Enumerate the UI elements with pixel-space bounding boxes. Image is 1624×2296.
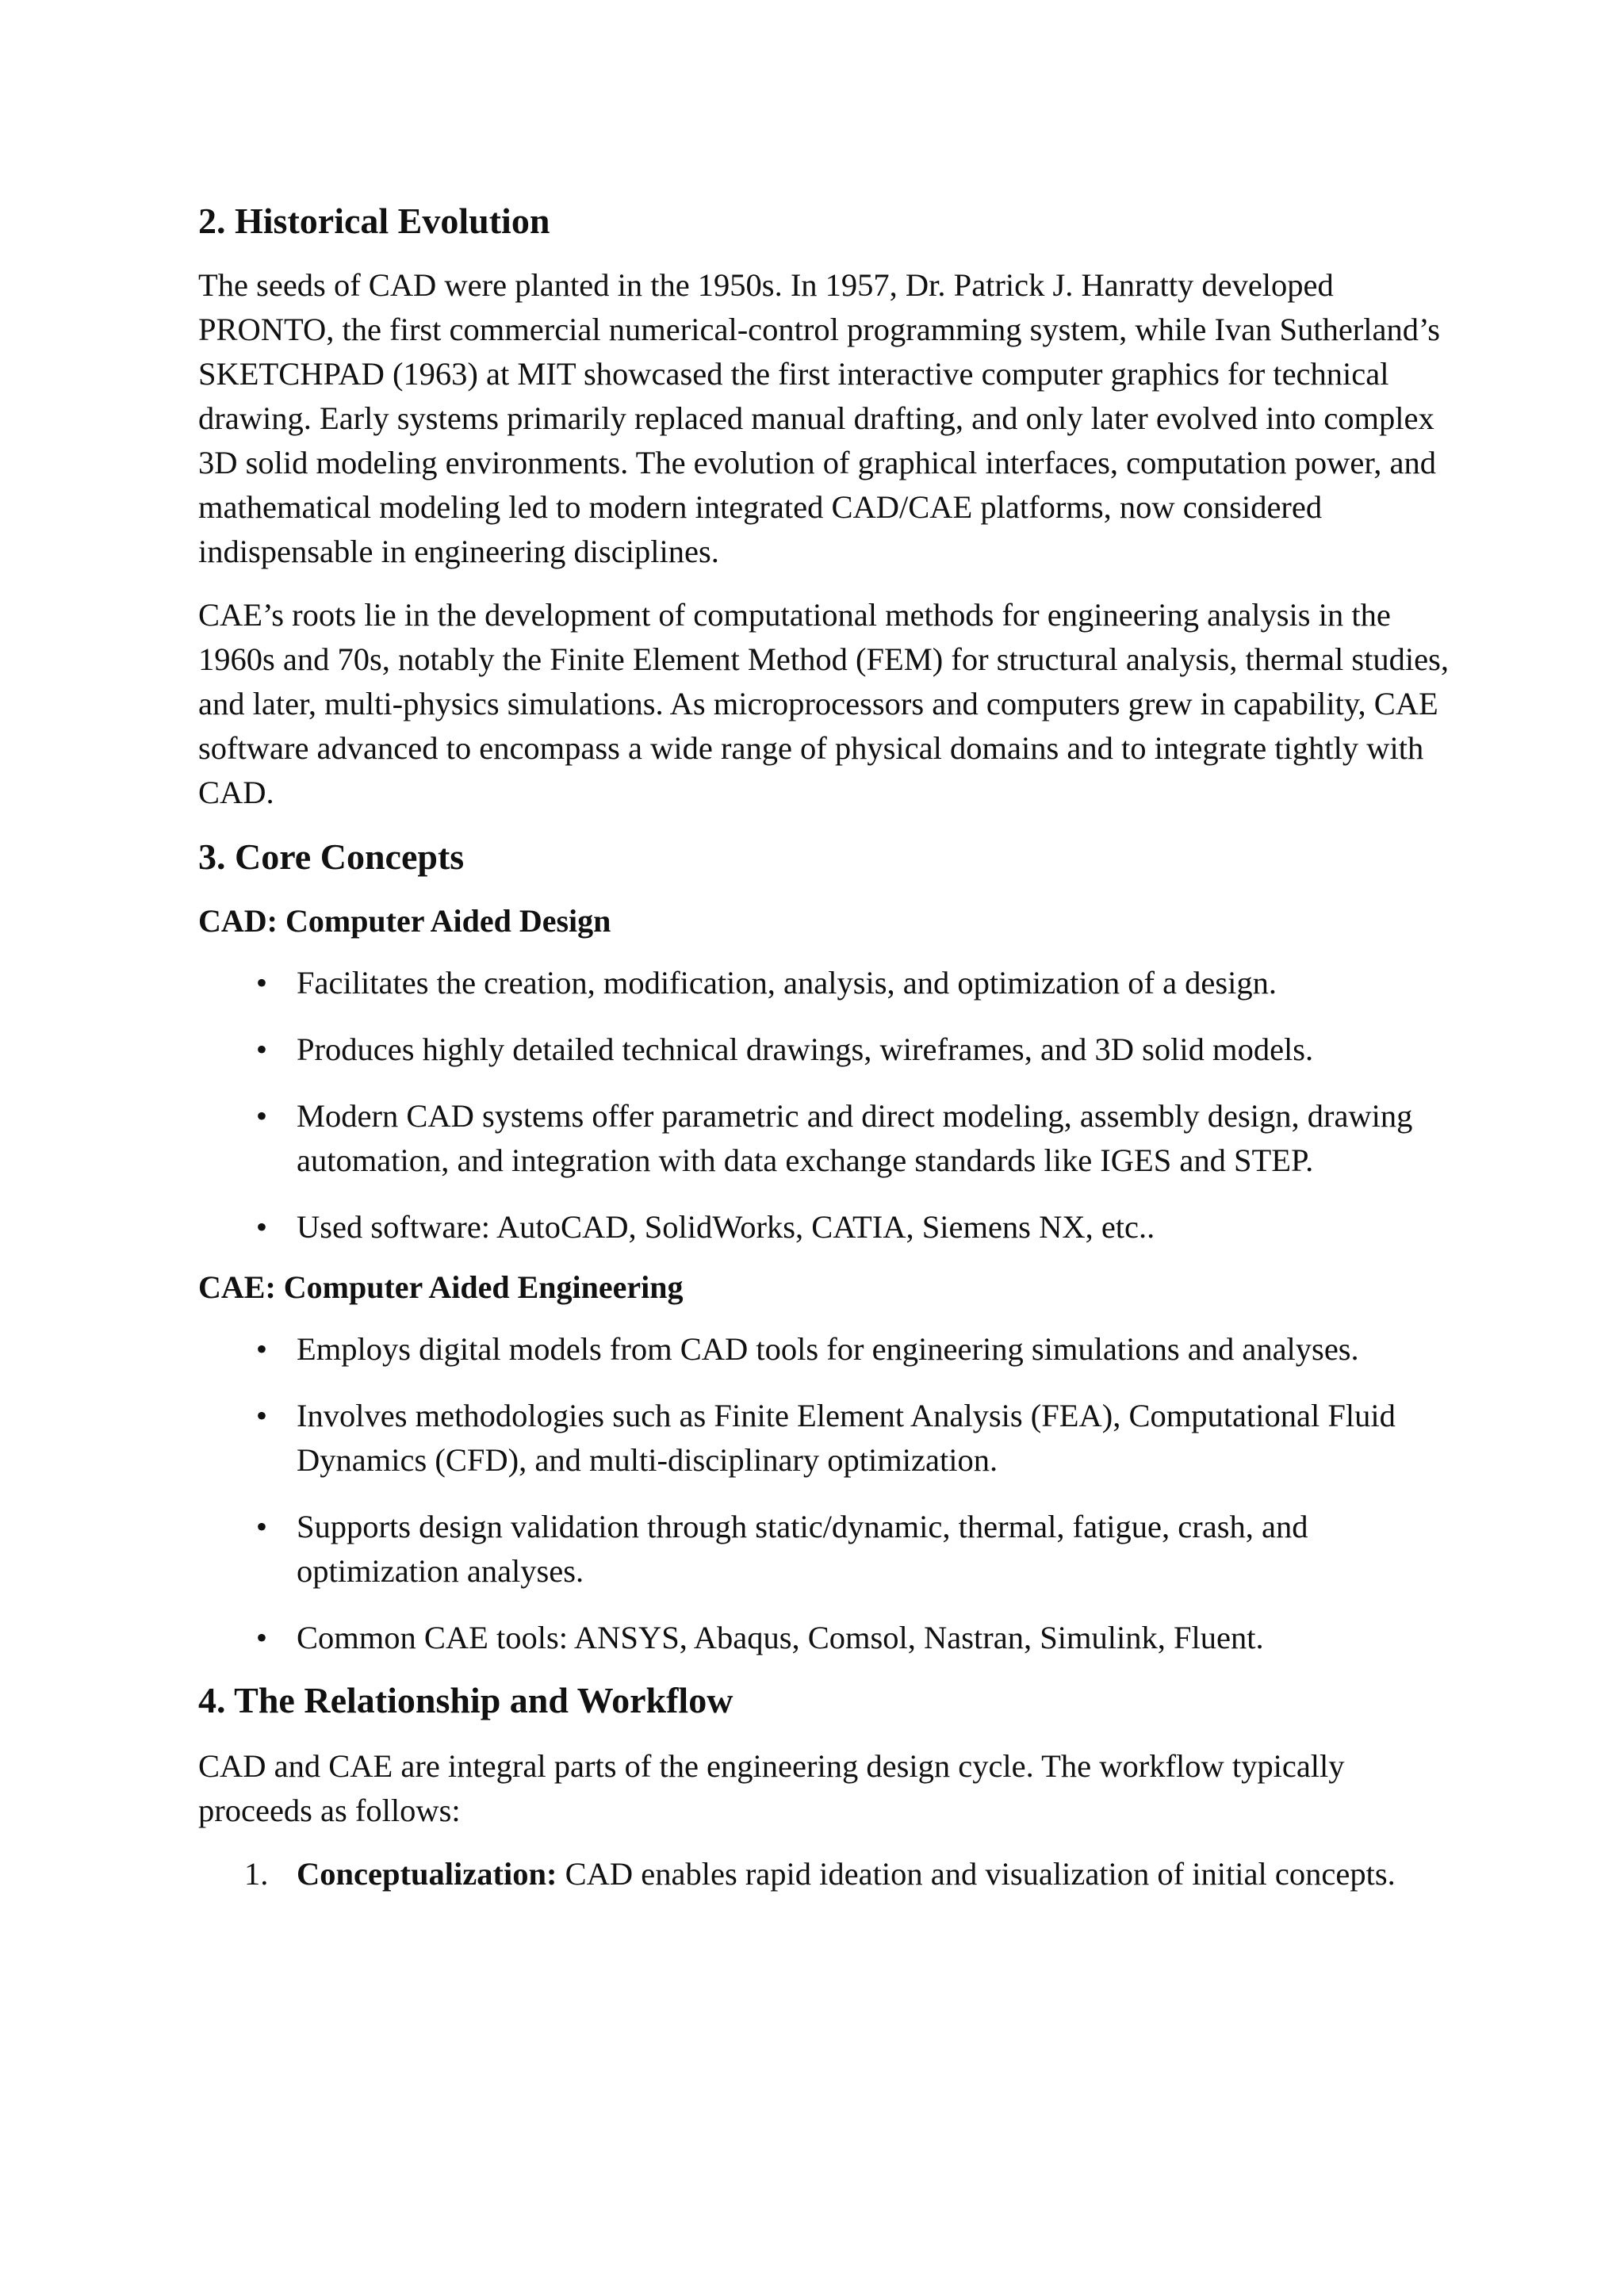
list-item-text: Employs digital models from CAD tools for engineering simulations and analyses. — [297, 1331, 1359, 1367]
subheading-cad: CAD: Computer Aided Design — [198, 903, 611, 939]
list-item-text: Supports design validation through static/dynamic, thermal, fatigue, crash, and optimization analyses. — [297, 1509, 1308, 1589]
list-item — [198, 1852, 1451, 1896]
list-item — [198, 1205, 1451, 1249]
list-item — [198, 1327, 1451, 1372]
cae-bullet-list — [198, 1327, 1451, 1660]
list-item-text: Facilitates the creation, modification, analysis, and optimization of a design. — [297, 965, 1277, 1001]
list-item — [198, 1094, 1451, 1183]
workflow-numbered-list — [198, 1852, 1451, 1896]
step-term: Conceptualization: — [297, 1856, 557, 1892]
list-item — [198, 1027, 1451, 1072]
bullet-icon: • — [255, 1509, 268, 1544]
list-item — [198, 961, 1451, 1005]
bullet-icon: • — [255, 1331, 268, 1367]
history-paragraph-1: The seeds of CAD were planted in the 1950s. In 1957, Dr. Patrick J. Hanratty developed PRONTO, the first commercial numerical-control programming system, while Ivan Sutherland’s SKETCHPAD (1963) at MIT showcased the first interactive computer graphics for technical drawing. Early systems primarily replaced manual drafting, and only later evolved into complex 3D solid modeling environments. The evolution of graphical interfaces, computation power, and mathematical modeling led to modern integrated CAD/CAE platforms, now considered indispensable in engineering disciplines. — [198, 267, 1441, 569]
list-item — [198, 1616, 1451, 1660]
bullet-icon: • — [255, 1031, 268, 1067]
subheading-cae: CAE: Computer Aided Engineering — [198, 1269, 684, 1305]
cad-bullet-list — [198, 961, 1451, 1249]
bullet-icon: • — [255, 1209, 268, 1245]
history-paragraph-2: CAE’s roots lie in the development of computational methods for engineering analysis in the 1960s and 70s, notably the Finite Element Method (FEM) for structural analysis, thermal studies, and later, multi-physics simulations. As microprocessors and computers grew in capability, CAE software advanced to encompass a wide range of physical domains and to integrate tightly with CAD. — [198, 597, 1449, 810]
list-number: 1. — [244, 1856, 269, 1892]
list-item-text: Modern CAD systems offer parametric and direct modeling, assembly design, drawing automation, and integration with data exchange standards like IGES and STEP. — [297, 1098, 1413, 1178]
list-item-text: Common CAE tools: ANSYS, Abaqus, Comsol, Nastran, Simulink, Fluent. — [297, 1620, 1264, 1655]
step-text: CAD enables rapid ideation and visualization of initial concepts. — [557, 1856, 1396, 1892]
section-heading-relationship-workflow: 4. The Relationship and Workflow — [198, 1680, 733, 1720]
list-item-text: Produces highly detailed technical drawings, wireframes, and 3D solid models. — [297, 1031, 1314, 1067]
list-item — [198, 1394, 1451, 1483]
list-item-text: Used software: AutoCAD, SolidWorks, CATIA, Siemens NX, etc.. — [297, 1209, 1155, 1245]
list-item-text: Involves methodologies such as Finite Element Analysis (FEA), Computational Fluid Dynamics (CFD), and multi-disciplinary optimization. — [297, 1398, 1396, 1478]
list-item — [198, 1505, 1451, 1594]
document-page — [198, 197, 1451, 1896]
bullet-icon: • — [255, 1620, 268, 1655]
section-heading-historical-evolution: 2. Historical Evolution — [198, 201, 550, 241]
workflow-intro-paragraph: CAD and CAE are integral parts of the engineering design cycle. The workflow typically proceeds as follows: — [198, 1748, 1345, 1828]
bullet-icon: • — [255, 1098, 268, 1134]
bullet-icon: • — [255, 965, 268, 1001]
bullet-icon: • — [255, 1398, 268, 1433]
section-heading-core-concepts: 3. Core Concepts — [198, 836, 465, 877]
